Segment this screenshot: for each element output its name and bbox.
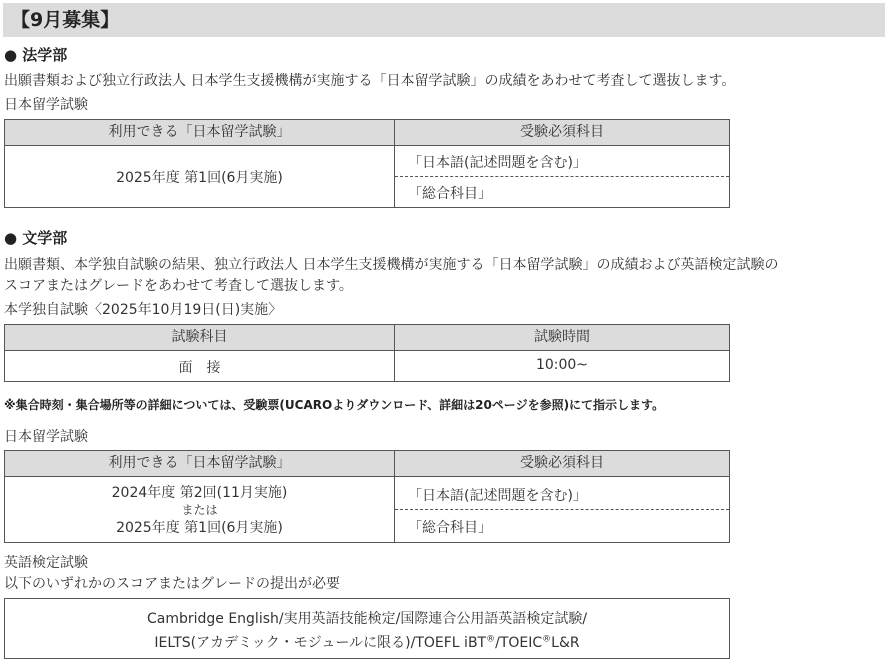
lit-exam-header-time: 試験時間 bbox=[395, 325, 729, 350]
lit-eju-dashed-divider bbox=[395, 509, 729, 510]
law-eju-table bbox=[4, 119, 730, 208]
law-table-divider bbox=[5, 145, 729, 146]
lit-exam-table bbox=[4, 324, 730, 382]
lit-description-line2: スコアまたはグレードをあわせて考査して選抜します。 bbox=[4, 278, 353, 294]
lit-own-exam-label: 本学独自試験〈2025年10月19日(日)実施〉 bbox=[4, 302, 283, 318]
english-tests-box bbox=[4, 598, 730, 659]
lit-eju-divider bbox=[5, 476, 729, 477]
lit-eju-subject-japanese: 「日本語(記述問題を含む)」 bbox=[408, 488, 587, 504]
lit-description-line1: 出願書類、本学独自試験の結果、独立行政法人 日本学生支援機構が実施する「日本留学試験」の成績および英語検定試験の bbox=[4, 257, 779, 273]
law-table-subject-japanese: 「日本語(記述問題を含む)」 bbox=[408, 155, 587, 171]
lit-exam-header-subject: 試験科目 bbox=[5, 325, 394, 350]
registered-mark: ® bbox=[486, 634, 496, 645]
law-table-subject-general: 「総合科目」 bbox=[408, 186, 492, 202]
lit-eju-vdivider bbox=[394, 451, 395, 542]
law-description: 出願書類および独立行政法人 日本学生支援機構が実施する「日本留学試験」の成績をあわせて考査して選抜します。 bbox=[4, 73, 736, 89]
law-table-header-subjects: 受験必須科目 bbox=[395, 120, 729, 145]
lit-eju-session-2025: 2025年度 第1回(6月実施) bbox=[116, 520, 283, 536]
english-tests-line2-c: L&R bbox=[551, 635, 580, 651]
law-table-header-session: 利用できる「日本留学試験」 bbox=[5, 120, 394, 145]
lit-exam-time: 10:00~ bbox=[535, 357, 589, 373]
lit-eju-or: または bbox=[181, 503, 218, 517]
lit-eju-table bbox=[4, 450, 730, 543]
english-test-description: 以下のいずれかのスコアまたはグレードの提出が必要 bbox=[4, 576, 340, 592]
english-tests-line2-a: IELTS(アカデミック・モジュールに限る)/TOEFL iBT bbox=[154, 635, 487, 651]
registered-mark: ® bbox=[542, 634, 552, 645]
english-tests-line2 bbox=[5, 632, 729, 652]
english-tests-line2-b: /TOEIC bbox=[495, 635, 543, 651]
english-test-label: 英語検定試験 bbox=[4, 555, 88, 571]
law-table-vdivider bbox=[394, 120, 395, 207]
lit-eju-header-subjects: 受験必須科目 bbox=[395, 451, 729, 476]
lit-eju-session-2024: 2024年度 第2回(11月実施) bbox=[111, 485, 288, 501]
law-table-session: 2025年度 第1回(6月実施) bbox=[116, 170, 283, 186]
lit-exam-divider bbox=[5, 350, 729, 351]
law-eju-label: 日本留学試験 bbox=[4, 97, 88, 113]
law-heading: ● 法学部 bbox=[4, 46, 68, 64]
lit-exam-subject: 面 接 bbox=[178, 360, 221, 376]
lit-eju-label: 日本留学試験 bbox=[4, 429, 88, 445]
lit-eju-header-session: 利用できる「日本留学試験」 bbox=[5, 451, 394, 476]
lit-note: ※集合時刻・集合場所等の詳細については、受験票(UCAROよりダウンロード、詳細は20ページを参照)にて指示します。 bbox=[4, 398, 665, 412]
lit-eju-subject-general: 「総合科目」 bbox=[408, 520, 492, 536]
english-tests-line1: Cambridge English/実用英語技能検定/国際連合公用語英語検定試験/ bbox=[146, 611, 588, 627]
section-header: 【9月募集】 bbox=[3, 3, 885, 37]
law-table-dashed-divider bbox=[395, 176, 729, 177]
lit-heading: ● 文学部 bbox=[4, 229, 68, 247]
